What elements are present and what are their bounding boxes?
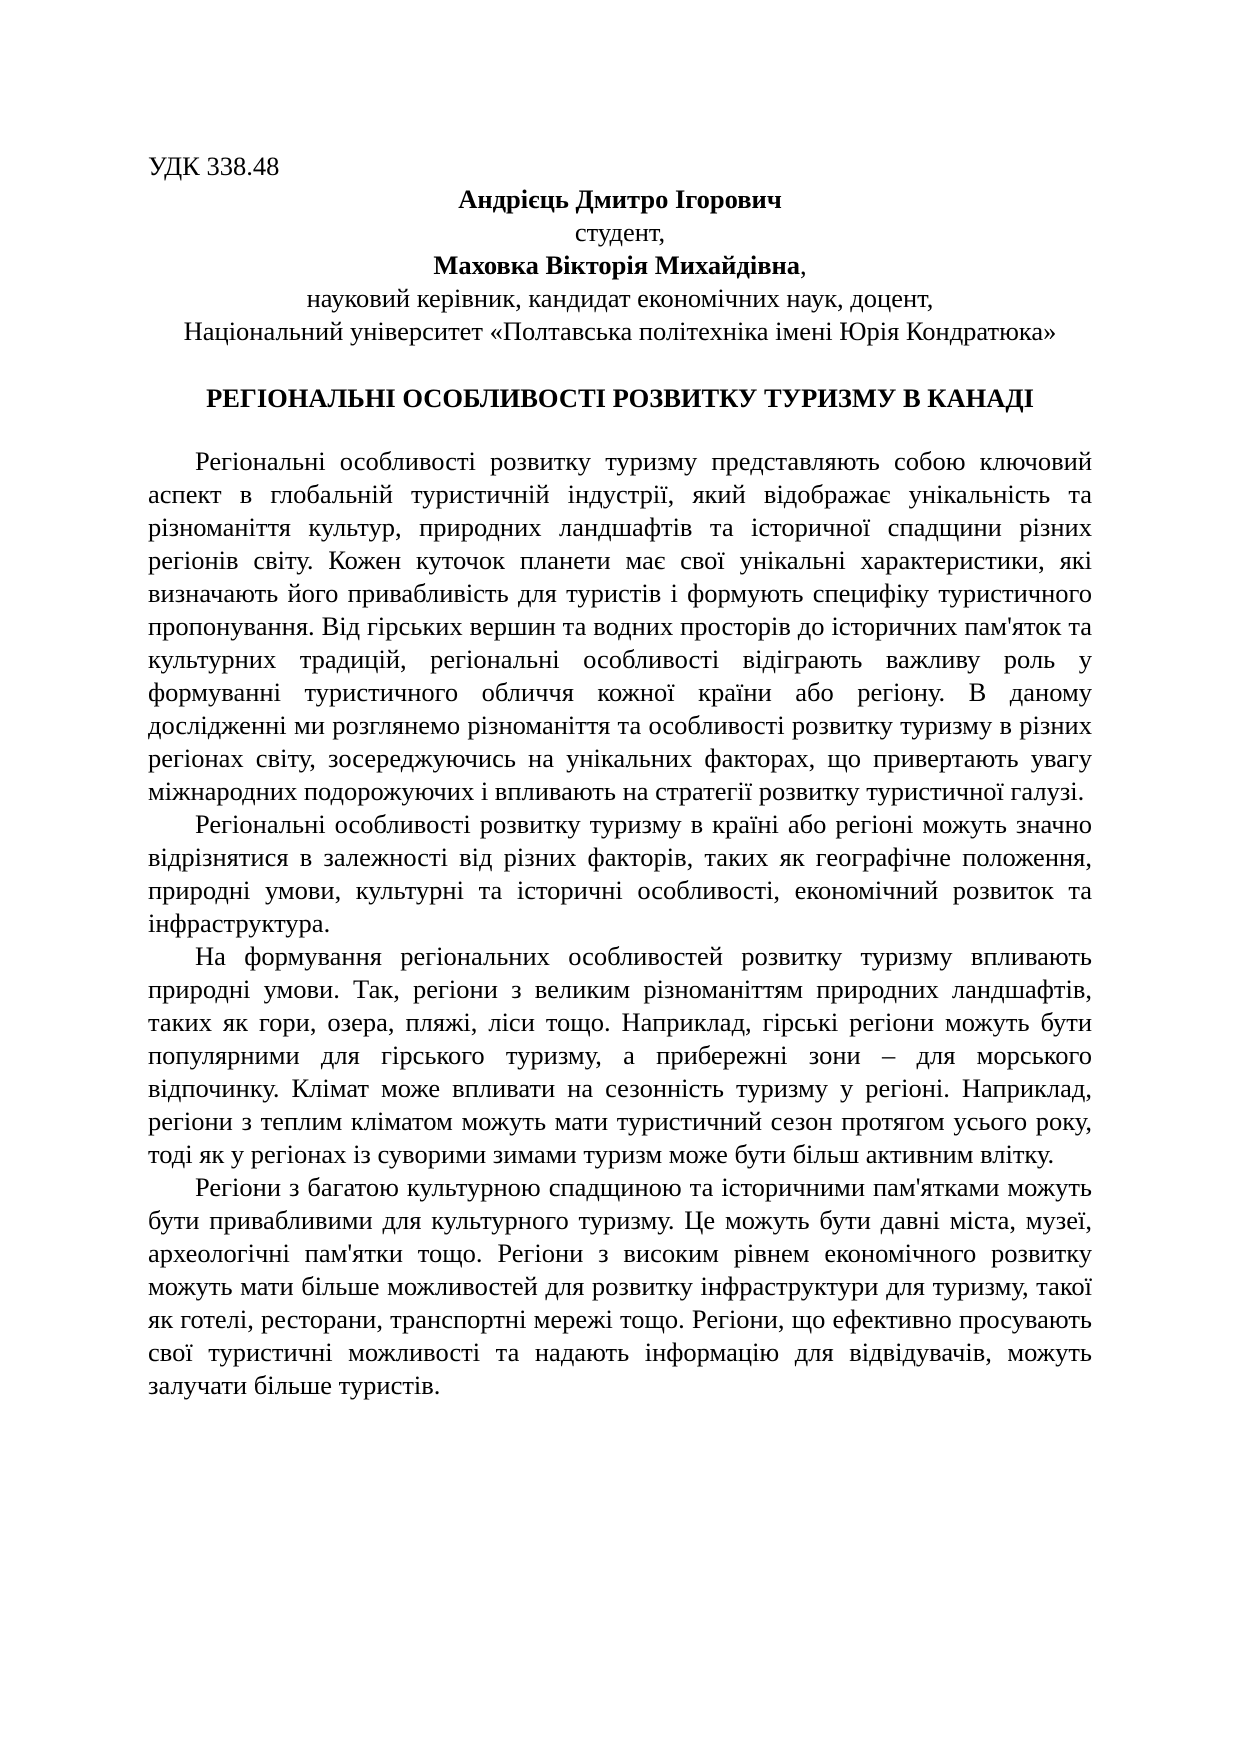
author-role-1: студент, xyxy=(574,217,666,247)
author-name-2: Маховка Вікторія Михайдівна xyxy=(433,250,801,280)
body-paragraph-3: На формування регіональних особливостей розвитку туризму впливають природні умови. Так, регіони з великим різноманіттям природних ландшафтів, таких як гори, озера, пляжі, ліси тощо. Наприклад, гірські регіони можуть бути популярними для гірського туризму, а прибережні зони – для морського відпочинку. Клімат може впливати на сезонність туризму у регіоні. Наприклад, регіони з теплим кліматом можуть мати туристичний сезон протягом усього року, тоді як у регіонах із суворими зимами туризм може бути більш активним влітку. xyxy=(148,941,1092,1169)
author-name-2-suffix: , xyxy=(800,250,807,280)
paper-page xyxy=(148,150,1092,1402)
affiliation: Національний університет «Полтавська політехніка імені Юрія Кондратюка» xyxy=(183,316,1057,346)
body-paragraph-2: Регіональні особливості розвитку туризму в країні або регіоні можуть значно відрізнятися в залежності від різних факторів, таких як географічне положення, природні умови, культурні та історичні особливості, економічний розвиток та інфраструктура. xyxy=(148,809,1092,938)
body-paragraph-4: Регіони з багатою культурною спадщиною та історичними пам'ятками можуть бути привабливими для культурного туризму. Це можуть бути давні міста, музеї, археологічні пам'ятки тощо. Регіони з високим рівнем економічного розвитку можуть мати більше можливостей для розвитку інфраструктури для туризму, такої як готелі, ресторани, транспортні мережі тощо. Регіони, що ефективно просувають свої туристичні можливості та надають інформацію для відвідувачів, можуть залучати більше туристів. xyxy=(148,1172,1092,1400)
author-name-1: Андрієць Дмитро Ігорович xyxy=(458,184,782,214)
udc-code: УДК 338.48 xyxy=(148,151,280,181)
author-role-2: науковий керівник, кандидат економічних наук, доцент, xyxy=(306,283,934,313)
author-block xyxy=(148,183,1092,348)
body-paragraph-1: Регіональні особливості розвитку туризму представляють собою ключовий аспект в глобальній туристичній індустрії, який відображає унікальність та різноманіття культур, природних ландшафтів та історичної спадщини різних регіонів світу. Кожен куточок планети має свої унікальні характеристики, які визначають його привабливість для туристів і формують специфіку туристичного пропонування. Від гірських вершин та водних просторів до історичних пам'яток та культурних традицій, регіональні особливості відіграють важливу роль у формуванні туристичного обличчя кожної країни або регіону. В даному дослідженні ми розглянемо різноманіття та особливості розвитку туризму в різних регіонах світу, зосереджуючись на унікальних факторах, що привертають увагу міжнародних подорожуючих і впливають на стратегії розвитку туристичної галузі. xyxy=(148,446,1092,806)
author-line-2 xyxy=(148,249,1092,282)
paper-title: РЕГІОНАЛЬНІ ОСОБЛИВОСТІ РОЗВИТКУ ТУРИЗМУ В КАНАДІ xyxy=(206,383,1034,413)
